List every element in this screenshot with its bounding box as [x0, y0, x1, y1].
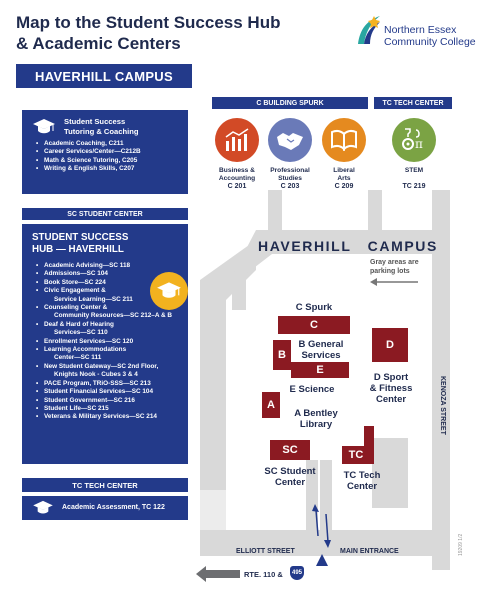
elliott-street-label: ELLIOTT STREET — [236, 548, 295, 555]
list-item-continued: Services—SC 110 — [54, 329, 108, 337]
handshake-icon — [275, 129, 305, 151]
list-item: • PACE Program, TRiO-SSS—SC 213 — [44, 380, 194, 388]
kenoza-street-label: KENOZA STREET — [439, 376, 446, 435]
list-item: • New Student Gateway—SC 2nd Floor, — [44, 363, 194, 371]
department-professional-studies: Professional Studies C 203 — [264, 118, 316, 190]
list-item: • Student Financial Services—SC 104 — [44, 388, 194, 396]
list-item-continued: Service Learning—SC 211 — [54, 295, 133, 303]
building-d: D — [372, 328, 408, 362]
list-item: • Learning Accommodations — [44, 346, 194, 354]
student-success-hub-panel — [22, 224, 188, 464]
map-campus-label: HAVERHILL CAMPUS — [258, 238, 438, 254]
list-item: • Math & Science Tutoring, C205 — [44, 157, 200, 165]
tech-center-top-bar: TC TECH CENTER — [374, 97, 452, 109]
sc-student-center-label: SC Student Center — [264, 466, 316, 488]
list-item: • Civic Engagement & — [44, 287, 194, 295]
list-item-continued: Knights Nook - Cubes 3 & 4 — [54, 371, 138, 379]
list-item: • Book Store—SC 224 — [44, 279, 194, 287]
list-item: • Counseling Center & — [44, 304, 194, 312]
b-general-services-label: B General Services — [298, 339, 344, 361]
open-book-icon — [330, 129, 358, 151]
tech-center-panel — [22, 496, 188, 520]
route-label: RTE. 110 & — [244, 570, 283, 579]
list-item-continued: Community Resources—SC 212–A & B — [54, 312, 173, 320]
print-code: 19209 1/2 — [458, 533, 464, 556]
tutoring-panel — [22, 110, 188, 194]
graduation-cap-icon — [32, 500, 54, 516]
page-title: Map to the Student Success Hub & Academic Centers — [16, 13, 281, 53]
building-tc-wing — [364, 426, 374, 464]
college-logo-icon — [354, 14, 382, 46]
list-item: • Enrollment Services—SC 120 — [44, 338, 194, 346]
c-building-bar: C BUILDING SPURK — [212, 97, 368, 109]
tech-center-bar: TC TECH CENTER — [22, 478, 188, 492]
building-b: B — [273, 340, 291, 370]
building-tc: TC — [342, 446, 370, 464]
tutoring-list — [32, 140, 200, 174]
building-e: E — [291, 362, 349, 378]
building-c: C — [278, 316, 350, 334]
list-item-continued: Center—SC 111 — [54, 354, 102, 362]
gear-pi-icon — [399, 126, 429, 154]
interstate-shield-icon: 495 — [290, 566, 304, 580]
department-stem: π STEM TC 219 — [390, 118, 438, 190]
bar-chart-icon — [223, 127, 251, 153]
student-center-bar: SC STUDENT CENTER — [22, 208, 188, 220]
list-item: • Academic Coaching, C211 — [44, 140, 200, 148]
list-item: • Career Services/Center—C212B — [44, 148, 200, 156]
tc-tech-center-label: TC Tech Center — [343, 470, 381, 492]
main-entrance-label: MAIN ENTRANCE — [340, 548, 399, 555]
graduation-cap-icon — [156, 281, 182, 301]
list-item: • Veterans & Military Services—SC 214 — [44, 413, 194, 421]
entrance-arrows — [306, 500, 336, 570]
list-item: • Admissions—SC 104 — [44, 270, 194, 278]
list-item: • Academic Advising—SC 118 — [44, 262, 194, 270]
building-a: A — [262, 392, 280, 418]
list-item: • Student Government—SC 216 — [44, 397, 194, 405]
department-liberal-arts: Liberal Arts C 209 — [320, 118, 368, 190]
d-sport-fitness-label: D Sport & Fitness Center — [369, 372, 413, 405]
a-bentley-library-label: A Bentley Library — [294, 408, 338, 430]
c-spurk-label: C Spurk — [295, 302, 333, 313]
you-are-here-marker — [316, 554, 328, 566]
e-science-label: E Science — [289, 384, 335, 395]
hub-heading: STUDENT SUCCESS HUB — HAVERHILL — [32, 232, 129, 255]
hub-badge — [150, 272, 188, 310]
list-item: • Deaf & Hard of Hearing — [44, 321, 194, 329]
college-logo-text: Northern Essex Community College — [384, 24, 476, 48]
svg-text:π: π — [415, 137, 423, 151]
tutoring-heading: Student Success Tutoring & Coaching — [64, 117, 139, 136]
graduation-cap-icon — [32, 118, 56, 136]
department-business: Business & Accounting C 201 — [213, 118, 261, 190]
list-item: • Writing & English Skills, C207 — [44, 165, 200, 173]
arrow-left-icon — [370, 278, 418, 286]
building-sc: SC — [270, 440, 310, 460]
tech-center-item: Academic Assessment, TC 122 — [62, 504, 165, 511]
route-arrow-left-icon — [196, 566, 240, 582]
parking-note: Gray areas are parking lots — [370, 259, 419, 275]
campus-banner: HAVERHILL CAMPUS — [16, 64, 192, 88]
list-item: • Student Life—SC 215 — [44, 405, 194, 413]
